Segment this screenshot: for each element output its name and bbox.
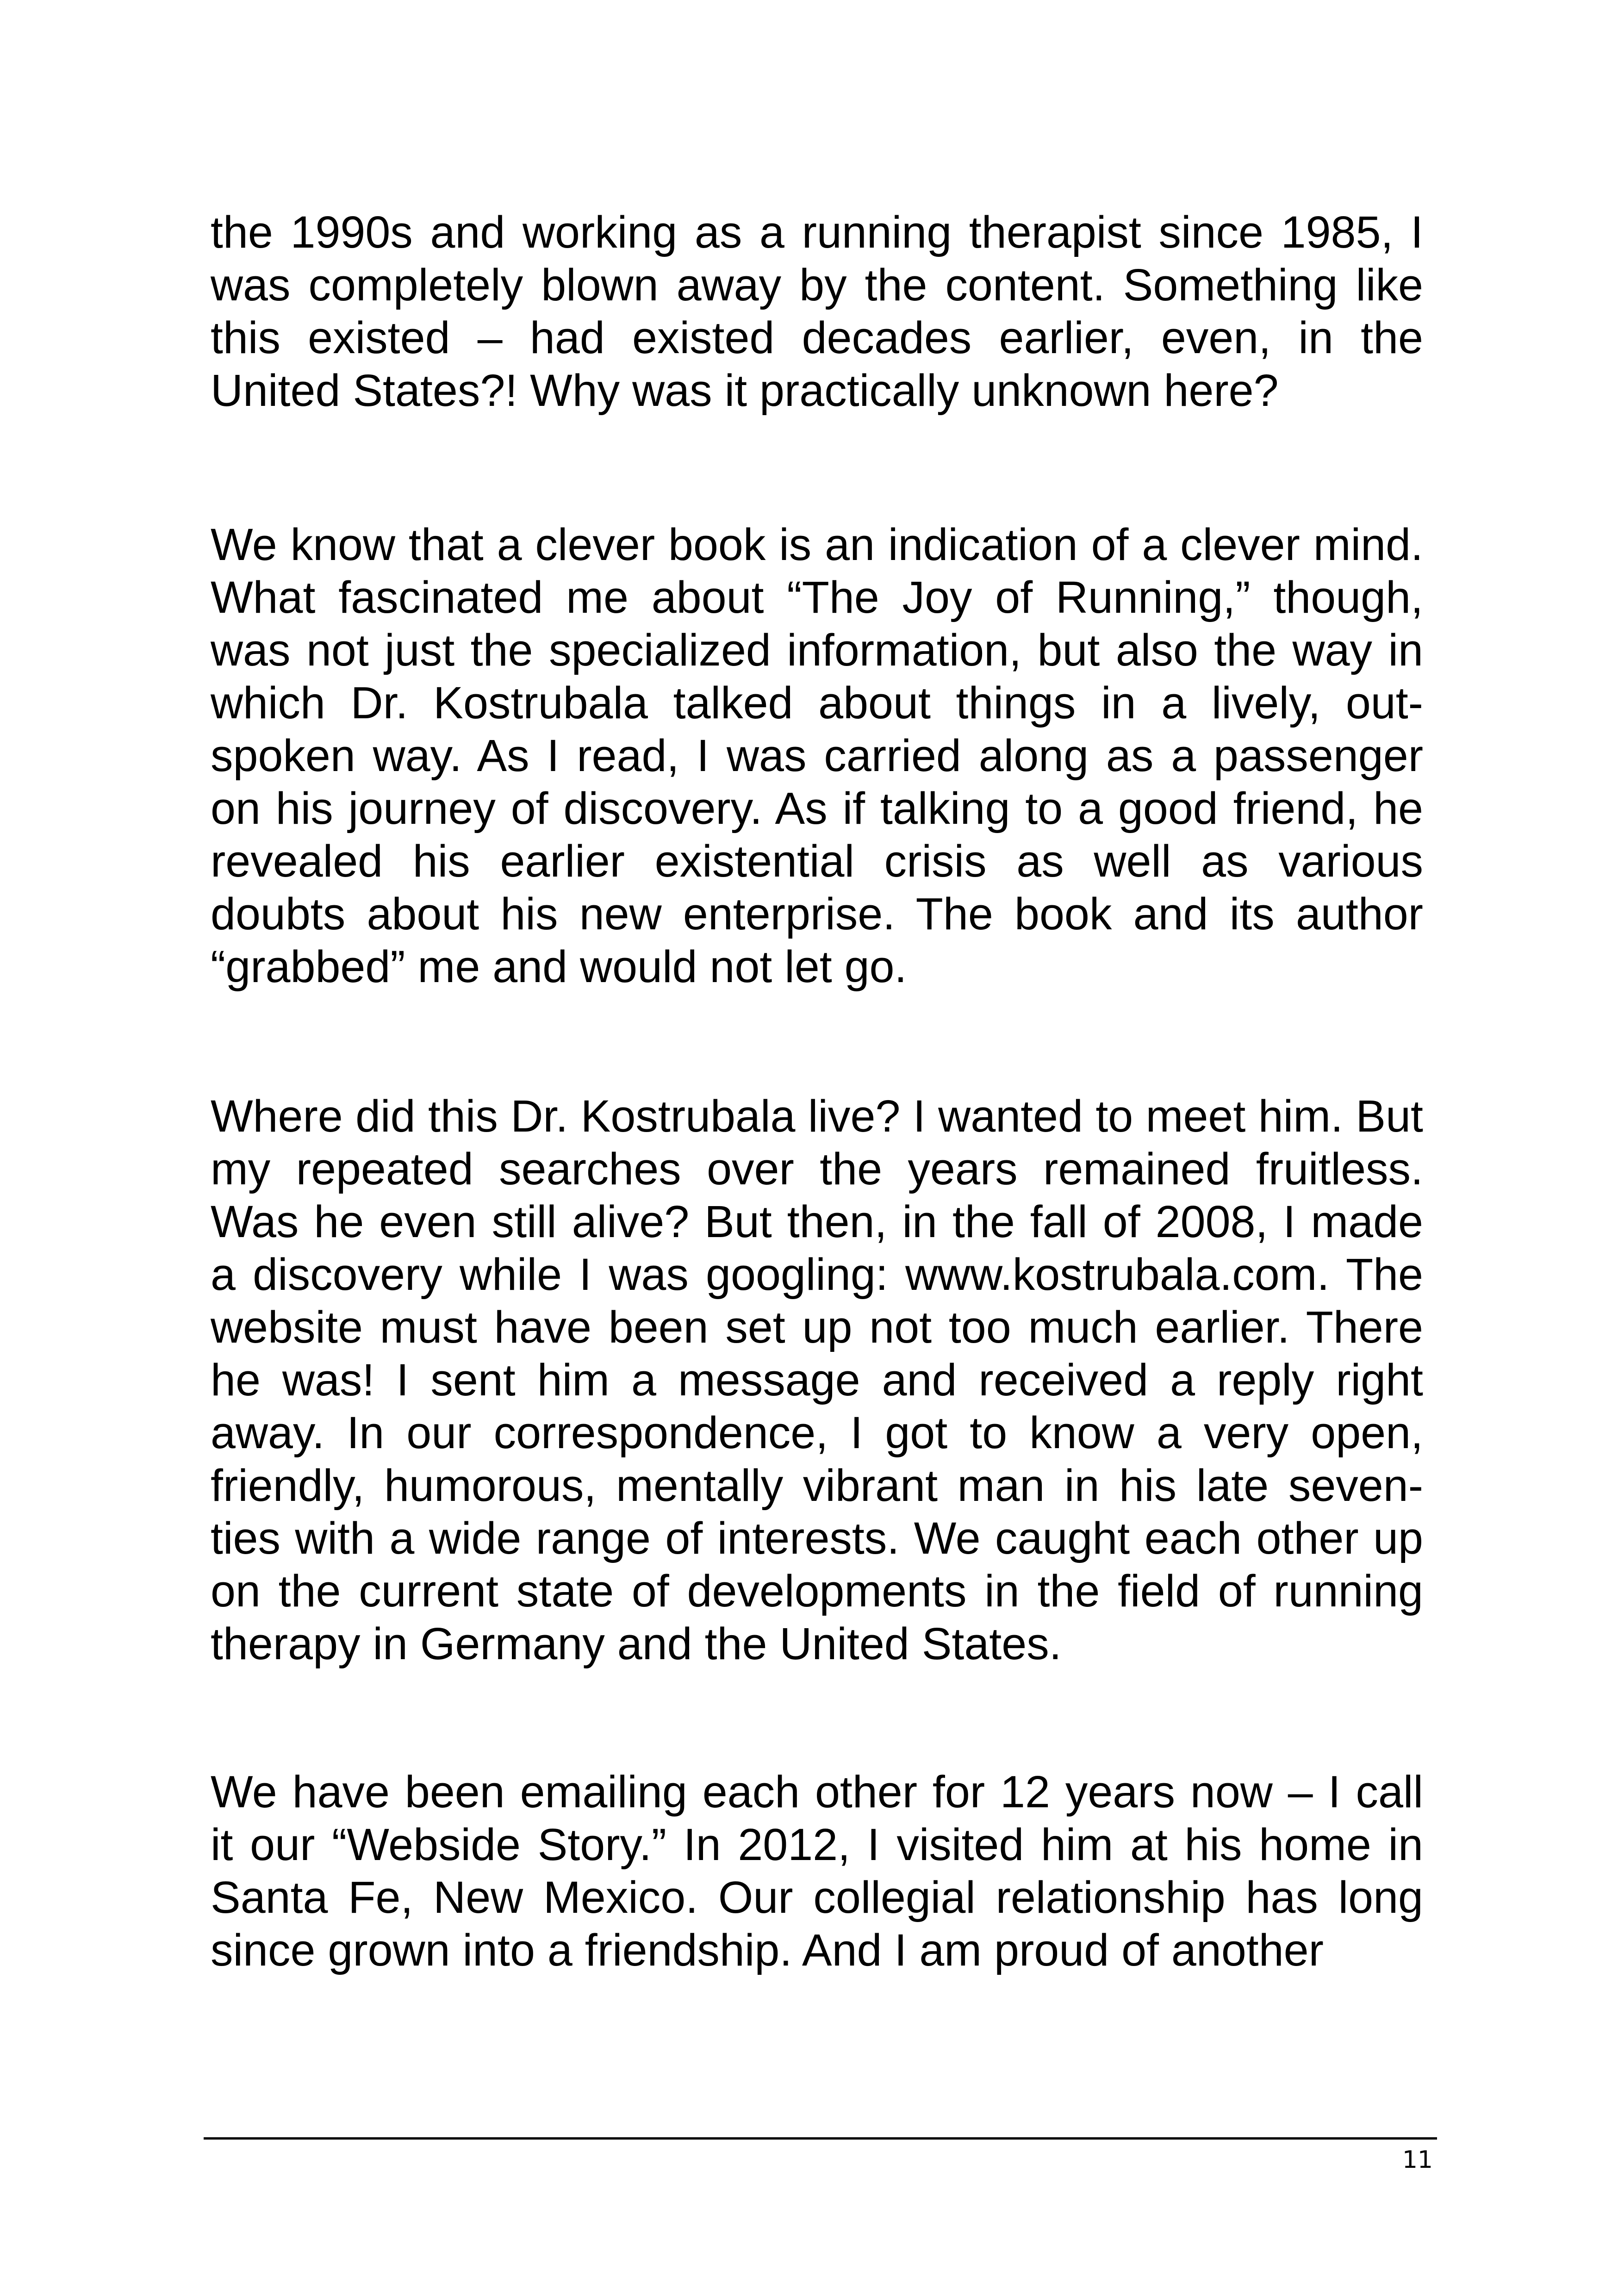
paragraph-4: We have been emailing each other for 12 years now – I call it our “Webside Story.” In 2012, I visited him at his home in Santa Fe, New Mexico. Our collegial relationship has long since grown into a friendship. And I am proud of another xyxy=(211,1767,1423,1975)
paragraph-3: Where did this Dr. Kostrubala live? I wanted to meet him. But my repeated searches over the years remained fruitless. Was he even still alive? But then, in the fall of 2008, I made a discovery while I was googling: www.kostrubala.com. The website must have been set up not too much earlier. There he was! I sent him a message and received a reply right away. In our correspondence, I got to know a very open, friendly, humorous, mentally vibrant man in his late seven-ties with a wide range of interests. We caught each other up on the current state of developments in the field of running therapy in Germany and the United States. xyxy=(211,1091,1423,1669)
page-number: 11 xyxy=(1402,2146,1433,2174)
paragraph-1: the 1990s and working as a running therapist since 1985, I was completely blown away by the content. Something like this existed – had existed decades earlier, even, in the United States?! Why was it practically unknown here? xyxy=(211,207,1423,416)
footer-divider xyxy=(204,2137,1437,2140)
paragraph-2: We know that a clever book is an indication of a clever mind. What fascinated me about “The Joy of Running,” though, was not just the specialized information, but also the way in which Dr. Kostrubala talked about things in a lively, out-spoken way. As I read, I was carried along as a passenger on his journey of discovery. As if talking to a good friend, he revealed his earlier existential crisis as well as various doubts about his new enterprise. The book and its author “grabbed” me and would not let go. xyxy=(211,519,1423,992)
